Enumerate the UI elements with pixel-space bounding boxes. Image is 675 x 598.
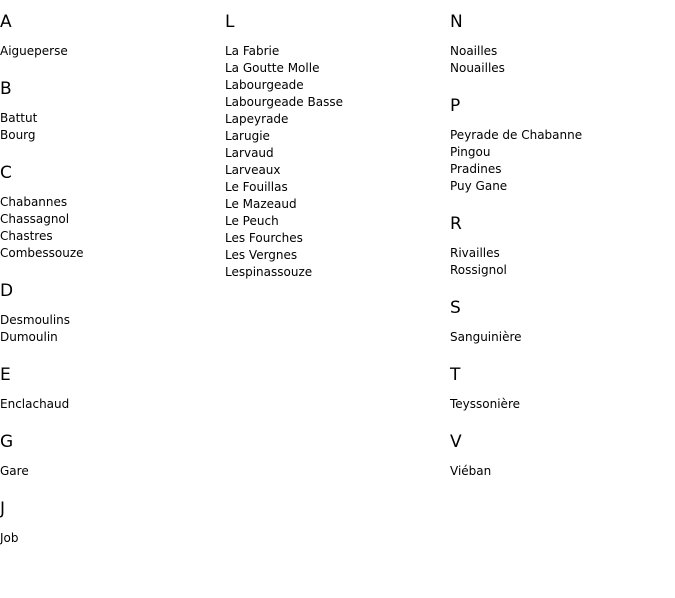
place-name: Chastres (0, 229, 53, 243)
letter-heading: S (450, 298, 461, 318)
place-name: Les Vergnes (225, 248, 298, 262)
place-name-list (225, 43, 450, 281)
place-name-list (0, 396, 225, 413)
place-name: Enclachaud (0, 397, 70, 411)
index-column-1 (0, 11, 225, 565)
place-name: Pingou (450, 145, 491, 159)
place-name: Teyssonière (450, 397, 520, 411)
place-name-list (0, 110, 225, 144)
letter-heading: P (450, 96, 461, 116)
letter-section (450, 95, 675, 195)
letter-section (0, 431, 225, 480)
place-name: Larugie (225, 129, 270, 143)
place-name: Peyrade de Chabanne (450, 128, 583, 142)
place-name: Les Fourches (225, 231, 303, 245)
place-name: Viéban (450, 464, 492, 478)
place-name: Rossignol (450, 263, 507, 277)
place-name: Le Peuch (225, 214, 279, 228)
place-name: Lespinassouze (225, 265, 313, 279)
letter-heading: B (0, 79, 12, 99)
letter-heading: J (0, 499, 6, 519)
letter-section (0, 364, 225, 413)
place-name-list (0, 312, 225, 346)
place-name: Chabannes (0, 195, 68, 209)
place-name-list (450, 245, 675, 279)
place-name-list (450, 396, 675, 413)
index-column-3 (450, 11, 675, 498)
letter-heading: T (450, 365, 461, 385)
place-name: Aigueperse (0, 44, 68, 58)
place-name: Chassagnol (0, 212, 70, 226)
place-name: Noailles (450, 44, 498, 58)
place-name: Nouailles (450, 61, 505, 75)
letter-section (0, 78, 225, 144)
place-name: Rivailles (450, 246, 500, 260)
place-name: Sanguinière (450, 330, 522, 344)
place-name: Dumoulin (0, 330, 58, 344)
place-name-list (0, 530, 225, 547)
place-name-list (0, 43, 225, 60)
place-name: Pradines (450, 162, 502, 176)
place-name: Le Fouillas (225, 180, 288, 194)
place-name: Lapeyrade (225, 112, 289, 126)
place-name: Bourg (0, 128, 36, 142)
letter-section (0, 162, 225, 262)
place-name-list (450, 127, 675, 195)
place-name-list (0, 194, 225, 262)
letter-heading: A (0, 12, 12, 32)
place-name: Battut (0, 111, 38, 125)
place-name: Larveaux (225, 163, 281, 177)
letter-heading: G (0, 432, 14, 452)
letter-heading: L (225, 12, 235, 32)
letter-heading: D (0, 281, 14, 301)
place-name: Desmoulins (0, 313, 71, 327)
letter-heading: N (450, 12, 463, 32)
letter-section (450, 364, 675, 413)
place-name: La Goutte Molle (225, 61, 320, 75)
letter-section (450, 11, 675, 77)
place-name: Combessouze (0, 246, 84, 260)
place-name: Labourgeade Basse (225, 95, 343, 109)
letter-heading: R (450, 214, 462, 234)
letter-section (225, 11, 450, 281)
place-name: Job (0, 531, 19, 545)
letter-heading: C (0, 163, 12, 183)
letter-section (0, 280, 225, 346)
place-name-list (0, 463, 225, 480)
place-name: La Fabrie (225, 44, 280, 58)
letter-section (450, 297, 675, 346)
letter-heading: E (0, 365, 11, 385)
letter-heading: V (450, 432, 462, 452)
letter-section (450, 431, 675, 480)
place-name: Gare (0, 464, 29, 478)
place-name-list (450, 463, 675, 480)
letter-section (450, 213, 675, 279)
place-name: Labourgeade (225, 78, 304, 92)
index-column-2 (225, 11, 450, 299)
place-name: Puy Gane (450, 179, 508, 193)
place-name-list (450, 43, 675, 77)
letter-section (0, 11, 225, 60)
place-name-list (450, 329, 675, 346)
place-name: Le Mazeaud (225, 197, 297, 211)
letter-section (0, 498, 225, 547)
place-name: Larvaud (225, 146, 274, 160)
